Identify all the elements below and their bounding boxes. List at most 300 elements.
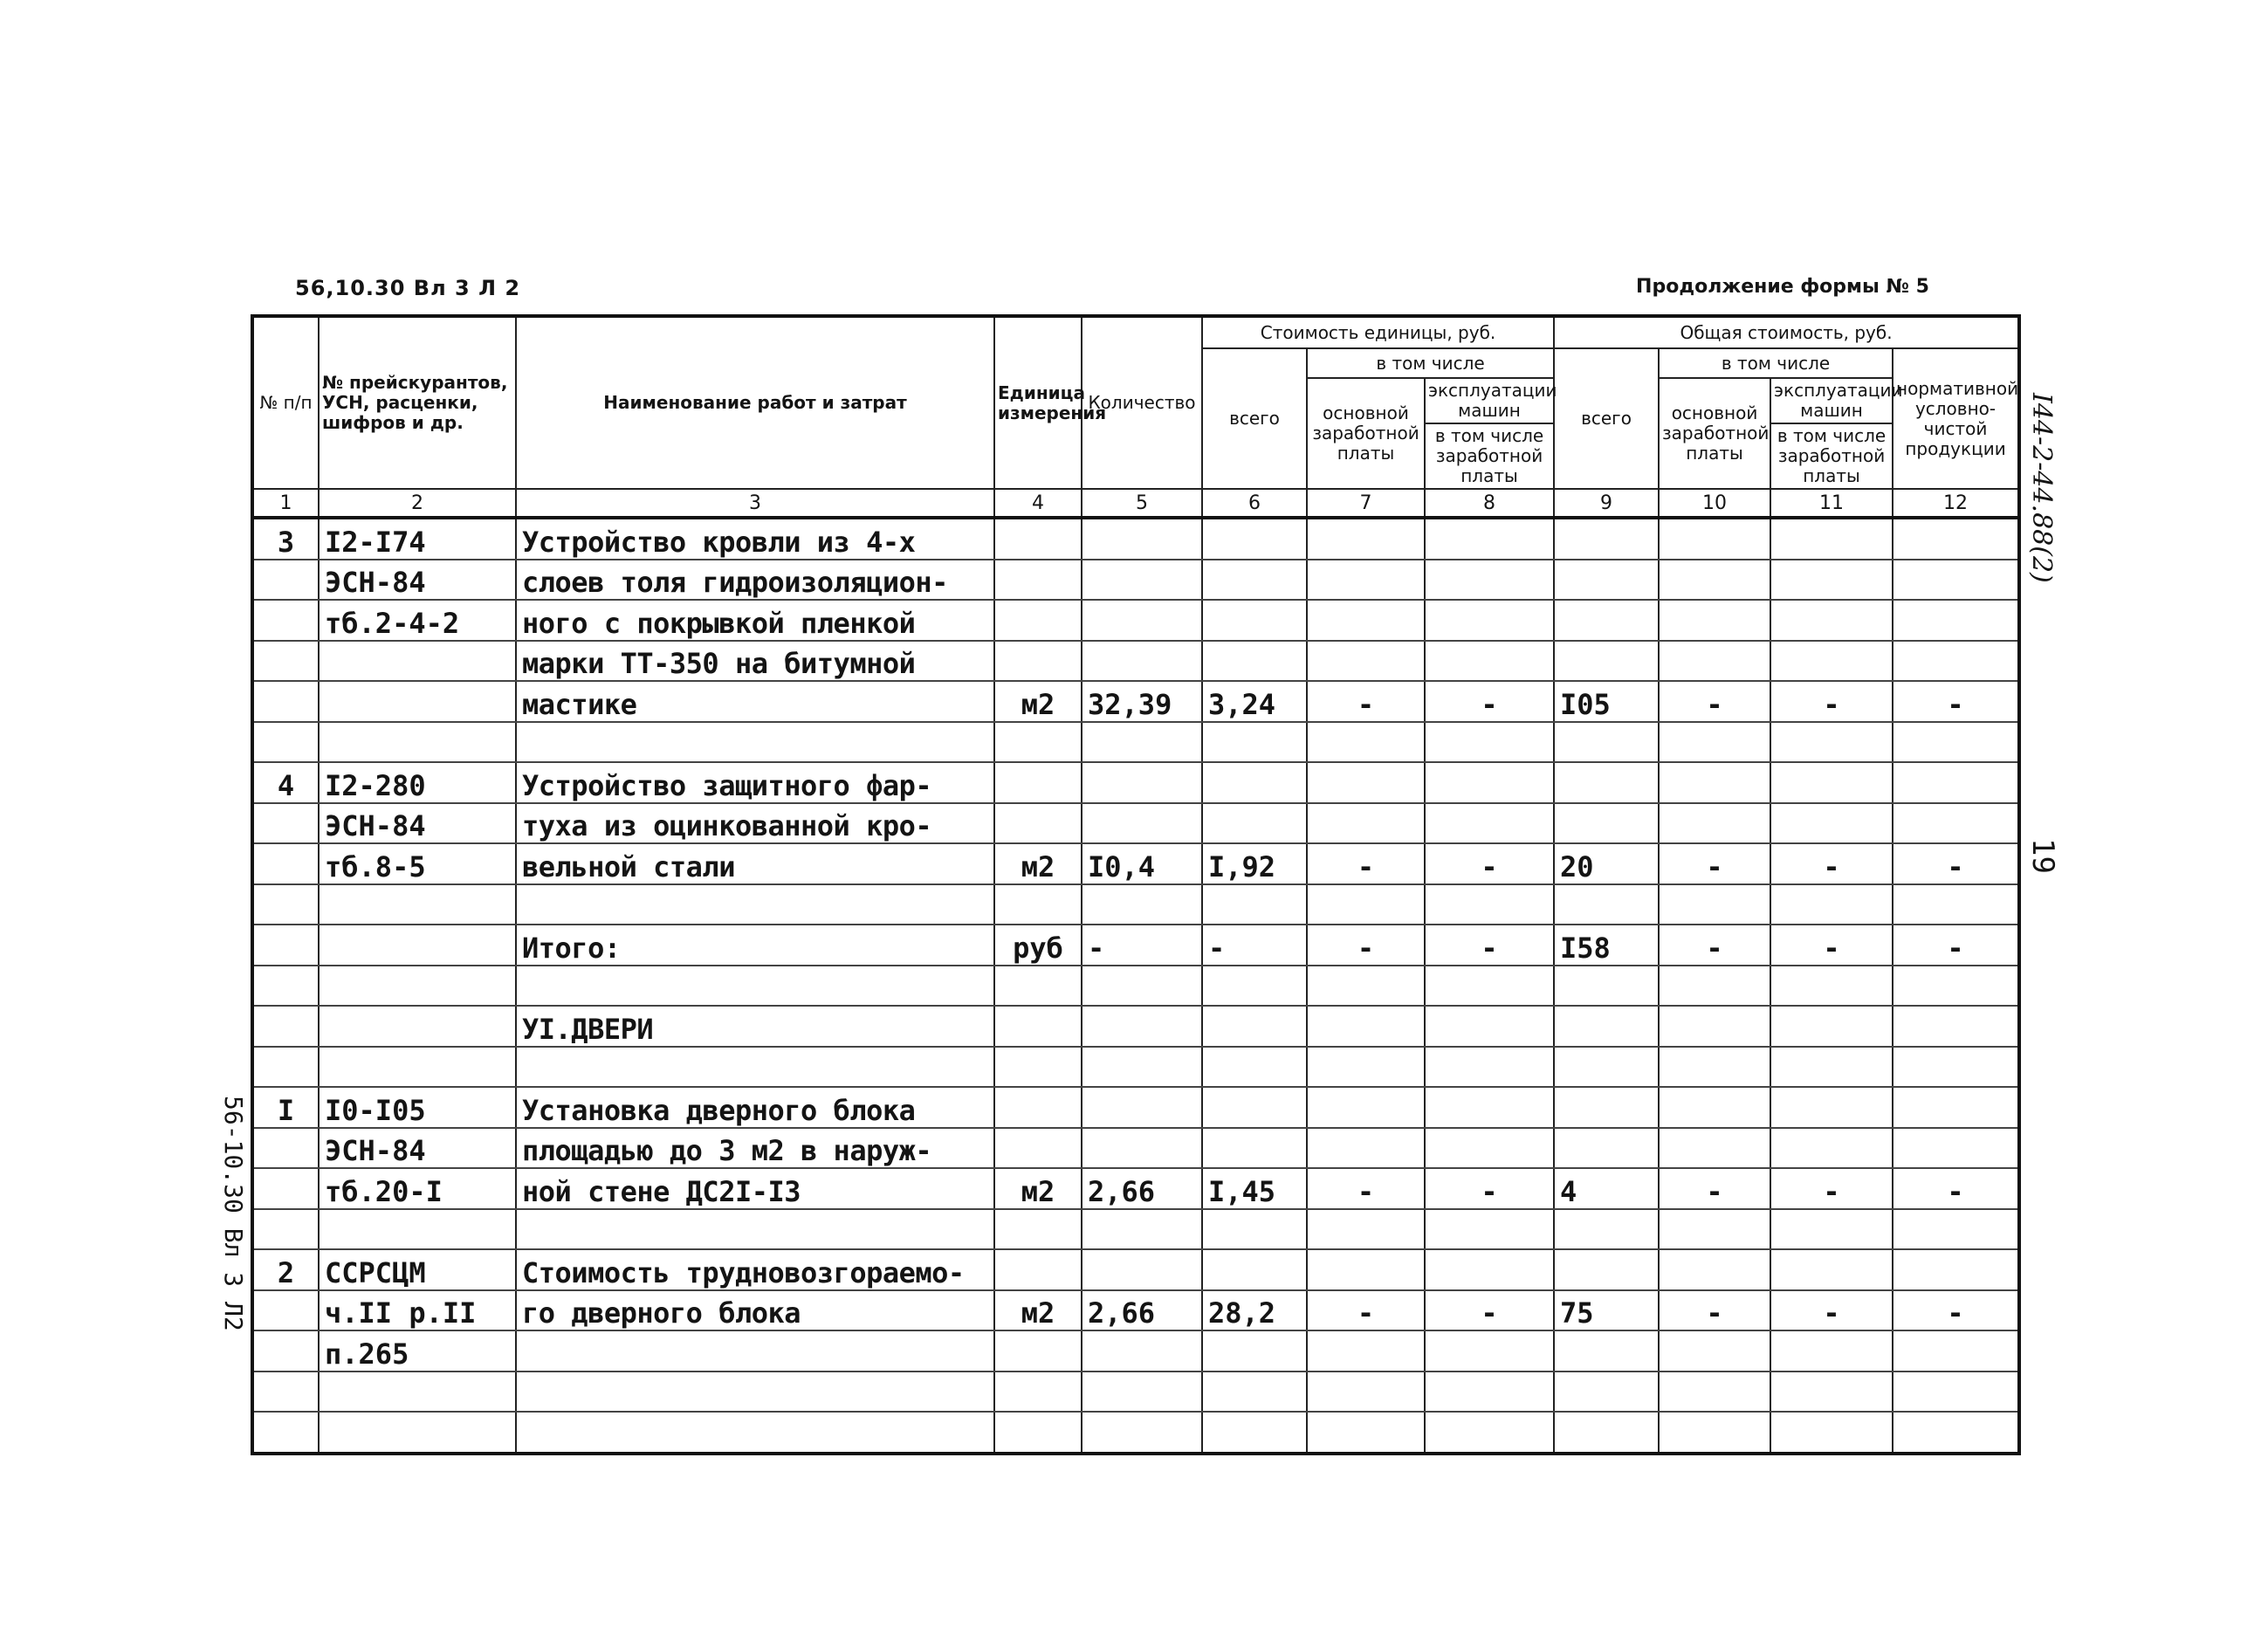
page-number-text: 19 [2025, 838, 2060, 874]
cell-c7 [1307, 722, 1425, 763]
col-number: 7 [1307, 489, 1425, 518]
cell-c8 [1425, 762, 1554, 803]
cell-c10 [1659, 1047, 1770, 1088]
cell-c12 [1893, 1372, 2019, 1413]
table-body [252, 518, 2019, 1454]
col-number: 3 [516, 489, 994, 518]
cell-qty [1082, 762, 1202, 803]
cell-c8 [1425, 518, 1554, 560]
col-12-header: нормативной условно-чистой продукции [1893, 348, 2019, 489]
cell-total [1554, 1047, 1659, 1088]
cell-c7 [1307, 1249, 1425, 1290]
unit-cost-header: Стоимость единицы, руб. [1202, 316, 1554, 348]
cell-total [1554, 1249, 1659, 1290]
cell-total [1554, 518, 1659, 560]
cell-c12 [1893, 1006, 2019, 1047]
cell-unit [994, 884, 1082, 925]
cell-qty: - [1082, 925, 1202, 966]
col-3-header: Наименование работ и затрат [516, 316, 994, 489]
cell-c10: - [1659, 925, 1770, 966]
cell-code [319, 1006, 516, 1047]
cell-code [319, 884, 516, 925]
table-row [252, 1249, 2019, 1290]
cell-all [1202, 762, 1307, 803]
cell-c12: - [1893, 1168, 2019, 1209]
cell-c7: - [1307, 681, 1425, 722]
cell-c12 [1893, 641, 2019, 682]
cell-unit [994, 803, 1082, 844]
cell-total [1554, 1209, 1659, 1250]
cell-code: ЭСН-84 [319, 560, 516, 601]
cell-c12 [1893, 762, 2019, 803]
cell-name: УI.ДВЕРИ [516, 1006, 994, 1047]
cell-name [516, 1047, 994, 1088]
col-number: 12 [1893, 489, 2019, 518]
cell-n [252, 1168, 319, 1209]
cell-c11 [1770, 600, 1893, 641]
cell-c11: - [1770, 1290, 1893, 1331]
cell-n: 2 [252, 1249, 319, 1290]
cell-c11 [1770, 1330, 1893, 1372]
total-incl-header: в том числе [1659, 348, 1893, 378]
cell-c8 [1425, 641, 1554, 682]
cell-c7 [1307, 1087, 1425, 1128]
cell-qty [1082, 1249, 1202, 1290]
cell-c11: - [1770, 843, 1893, 884]
cell-c10: - [1659, 1168, 1770, 1209]
cell-c11 [1770, 1412, 1893, 1454]
cell-c12 [1893, 1412, 2019, 1454]
cell-code: ЭСН-84 [319, 803, 516, 844]
cell-c11 [1770, 1372, 1893, 1413]
cell-qty [1082, 1209, 1202, 1250]
cell-code: тб.8-5 [319, 843, 516, 884]
unit-incl-header: в том числе [1307, 348, 1554, 378]
cell-name: вельной стали [516, 843, 994, 884]
cell-n [252, 722, 319, 763]
cell-name: ного с покрывкой пленкой [516, 600, 994, 641]
cell-c8 [1425, 1128, 1554, 1169]
cell-c7 [1307, 1330, 1425, 1372]
cell-c8 [1425, 1330, 1554, 1372]
cell-unit [994, 518, 1082, 560]
cell-code: ССРСЦМ [319, 1249, 516, 1290]
cell-c10 [1659, 600, 1770, 641]
cell-c11 [1770, 1087, 1893, 1128]
cell-name: Итого: [516, 925, 994, 966]
cell-c8 [1425, 1412, 1554, 1454]
cell-c7: - [1307, 925, 1425, 966]
cell-c8 [1425, 1209, 1554, 1250]
cell-total [1554, 722, 1659, 763]
cell-all [1202, 600, 1307, 641]
cell-c7 [1307, 518, 1425, 560]
table-row [252, 1330, 2019, 1372]
cell-c8 [1425, 966, 1554, 1007]
cell-c8: - [1425, 681, 1554, 722]
table-row [252, 641, 2019, 682]
cell-all [1202, 1047, 1307, 1088]
cell-c11 [1770, 641, 1893, 682]
cell-code [319, 1047, 516, 1088]
side-document-code-text: 56-10.30 Вл 3 Л2 [219, 1096, 248, 1331]
cell-all [1202, 1249, 1307, 1290]
cell-c12 [1893, 1047, 2019, 1088]
col-5-header: Количество [1082, 316, 1202, 489]
cell-total: I05 [1554, 681, 1659, 722]
cell-unit [994, 966, 1082, 1007]
col-2-header: № прейскурантов, УСН, расценки, шифров и др. [319, 316, 516, 489]
cell-name [516, 1412, 994, 1454]
cell-all [1202, 1006, 1307, 1047]
cell-c12 [1893, 1209, 2019, 1250]
cell-c10 [1659, 1006, 1770, 1047]
cell-c11 [1770, 884, 1893, 925]
cell-total [1554, 1006, 1659, 1047]
cell-qty [1082, 1330, 1202, 1372]
cell-unit [994, 1128, 1082, 1169]
cell-c10 [1659, 1249, 1770, 1290]
cell-c10 [1659, 722, 1770, 763]
cell-c10: - [1659, 843, 1770, 884]
cell-name: Устройство защитного фар- [516, 762, 994, 803]
cell-c11 [1770, 1047, 1893, 1088]
cell-c11 [1770, 518, 1893, 560]
cell-qty: 2,66 [1082, 1168, 1202, 1209]
cell-unit [994, 1209, 1082, 1250]
col-number: 4 [994, 489, 1082, 518]
cell-name: мастике [516, 681, 994, 722]
cell-name [516, 1209, 994, 1250]
cell-qty [1082, 1047, 1202, 1088]
cell-name [516, 1330, 994, 1372]
handwritten-stamp [2025, 393, 2060, 585]
cell-c10: - [1659, 1290, 1770, 1331]
cell-total [1554, 641, 1659, 682]
cell-name: туха из оцинкованной кро- [516, 803, 994, 844]
cell-total [1554, 560, 1659, 601]
cell-c10 [1659, 1412, 1770, 1454]
cell-name: Устройство кровли из 4-х [516, 518, 994, 560]
cell-n [252, 1047, 319, 1088]
table-row [252, 1372, 2019, 1413]
col-11b-header: в том числе заработной платы [1770, 423, 1893, 489]
cell-total: 4 [1554, 1168, 1659, 1209]
col-number: 11 [1770, 489, 1893, 518]
cell-n [252, 1006, 319, 1047]
table-row [252, 1087, 2019, 1128]
table-row [252, 1047, 2019, 1088]
cell-n: 3 [252, 518, 319, 560]
cell-c7: - [1307, 1290, 1425, 1331]
cell-c11 [1770, 803, 1893, 844]
cell-c7 [1307, 1128, 1425, 1169]
cell-c11 [1770, 1249, 1893, 1290]
cell-unit [994, 1412, 1082, 1454]
cell-c10 [1659, 641, 1770, 682]
col-7-header: основной заработной платы [1307, 378, 1425, 489]
col-number: 5 [1082, 489, 1202, 518]
cell-c8 [1425, 560, 1554, 601]
cell-qty [1082, 1087, 1202, 1128]
cell-code [319, 925, 516, 966]
cell-n [252, 1412, 319, 1454]
cell-c10 [1659, 884, 1770, 925]
cell-c11 [1770, 1128, 1893, 1169]
cell-n [252, 681, 319, 722]
cell-c8: - [1425, 1290, 1554, 1331]
cell-total [1554, 884, 1659, 925]
cell-c11 [1770, 966, 1893, 1007]
cell-n [252, 1290, 319, 1331]
cell-total: 20 [1554, 843, 1659, 884]
table-row [252, 1290, 2019, 1331]
cell-c11 [1770, 560, 1893, 601]
cell-unit [994, 762, 1082, 803]
cell-c12 [1893, 518, 2019, 560]
cell-qty [1082, 884, 1202, 925]
cell-qty: 32,39 [1082, 681, 1202, 722]
col-10-header: основной заработной платы [1659, 378, 1770, 489]
cell-unit [994, 1087, 1082, 1128]
cell-c7 [1307, 884, 1425, 925]
cell-total [1554, 1372, 1659, 1413]
col-1-header: № п/п [252, 316, 319, 489]
cell-c7 [1307, 600, 1425, 641]
cell-c11 [1770, 762, 1893, 803]
form-continuation-label: Продолжение формы № 5 [1636, 276, 1929, 298]
table-row [252, 518, 2019, 560]
cell-code [319, 1209, 516, 1250]
cell-c12: - [1893, 925, 2019, 966]
table-row [252, 843, 2019, 884]
cell-c11: - [1770, 681, 1893, 722]
cell-qty [1082, 966, 1202, 1007]
cell-c7 [1307, 1412, 1425, 1454]
cell-qty [1082, 722, 1202, 763]
cell-c7 [1307, 560, 1425, 601]
cell-all [1202, 560, 1307, 601]
cell-total [1554, 762, 1659, 803]
cell-c12 [1893, 722, 2019, 763]
cell-name [516, 884, 994, 925]
cell-total: I58 [1554, 925, 1659, 966]
cell-c10 [1659, 518, 1770, 560]
cell-name: площадью до 3 м2 в наруж- [516, 1128, 994, 1169]
cell-c10 [1659, 1128, 1770, 1169]
cell-name [516, 1372, 994, 1413]
cell-unit [994, 641, 1082, 682]
cell-name: Установка дверного блока [516, 1087, 994, 1128]
cell-c11 [1770, 1209, 1893, 1250]
cell-total [1554, 803, 1659, 844]
cell-code: I2-280 [319, 762, 516, 803]
cell-code: тб.2-4-2 [319, 600, 516, 641]
col-8a-header: эксплуатации машин [1425, 378, 1554, 423]
cell-c8: - [1425, 1168, 1554, 1209]
cell-qty [1082, 803, 1202, 844]
cell-c12: - [1893, 1290, 2019, 1331]
cell-qty: I0,4 [1082, 843, 1202, 884]
cell-c8 [1425, 884, 1554, 925]
cell-all: 28,2 [1202, 1290, 1307, 1331]
cell-c7 [1307, 1047, 1425, 1088]
cell-c10 [1659, 1209, 1770, 1250]
table-row [252, 560, 2019, 601]
cell-c10 [1659, 1087, 1770, 1128]
cell-unit: руб [994, 925, 1082, 966]
cell-unit [994, 560, 1082, 601]
col-number: 10 [1659, 489, 1770, 518]
cell-n [252, 600, 319, 641]
col-number: 9 [1554, 489, 1659, 518]
cell-c7 [1307, 1209, 1425, 1250]
cell-code: ЭСН-84 [319, 1128, 516, 1169]
cell-code [319, 722, 516, 763]
cell-qty [1082, 1372, 1202, 1413]
cell-n [252, 925, 319, 966]
cell-c7 [1307, 762, 1425, 803]
cell-n [252, 1330, 319, 1372]
col-number: 2 [319, 489, 516, 518]
cell-all: 3,24 [1202, 681, 1307, 722]
cell-n [252, 641, 319, 682]
cell-c10 [1659, 762, 1770, 803]
cell-all: - [1202, 925, 1307, 966]
cell-unit: м2 [994, 1168, 1082, 1209]
side-document-code [218, 1096, 253, 1358]
cell-name [516, 722, 994, 763]
cell-c11 [1770, 1006, 1893, 1047]
table-row [252, 600, 2019, 641]
cell-total [1554, 1330, 1659, 1372]
cell-c8: - [1425, 843, 1554, 884]
cell-n [252, 1372, 319, 1413]
col-number: 6 [1202, 489, 1307, 518]
col-11a-header: эксплуатации машин [1770, 378, 1893, 423]
table-row [252, 925, 2019, 966]
cell-total [1554, 600, 1659, 641]
cell-c8 [1425, 1087, 1554, 1128]
cell-n: I [252, 1087, 319, 1128]
cell-all [1202, 1412, 1307, 1454]
cell-all [1202, 966, 1307, 1007]
col-number: 8 [1425, 489, 1554, 518]
cell-qty [1082, 1412, 1202, 1454]
cell-qty [1082, 1128, 1202, 1169]
cell-c12 [1893, 1249, 2019, 1290]
cell-total [1554, 1128, 1659, 1169]
cell-c11 [1770, 722, 1893, 763]
cell-all [1202, 518, 1307, 560]
cell-all [1202, 803, 1307, 844]
cell-c10 [1659, 1330, 1770, 1372]
cell-name: марки ТТ-350 на битумной [516, 641, 994, 682]
table-row [252, 681, 2019, 722]
cell-qty [1082, 1006, 1202, 1047]
cell-code [319, 681, 516, 722]
col-9-header: всего [1554, 348, 1659, 489]
table-row [252, 1128, 2019, 1169]
cell-c12 [1893, 966, 2019, 1007]
cell-total: 75 [1554, 1290, 1659, 1331]
cell-code: I2-I74 [319, 518, 516, 560]
cell-qty [1082, 600, 1202, 641]
cell-n [252, 884, 319, 925]
cell-code [319, 1412, 516, 1454]
cell-code [319, 641, 516, 682]
cell-c12 [1893, 884, 2019, 925]
cell-c10: - [1659, 681, 1770, 722]
cell-all [1202, 1087, 1307, 1128]
table-row [252, 803, 2019, 844]
cell-code: I0-I05 [319, 1087, 516, 1128]
cell-qty [1082, 518, 1202, 560]
cell-name: го дверного блока [516, 1290, 994, 1331]
cell-c7 [1307, 641, 1425, 682]
cell-qty [1082, 641, 1202, 682]
cell-unit [994, 1047, 1082, 1088]
cell-n [252, 843, 319, 884]
cell-unit [994, 600, 1082, 641]
cell-code [319, 966, 516, 1007]
cell-c12: - [1893, 681, 2019, 722]
handwritten-stamp-text: I44-2-44.88(2) [2026, 393, 2057, 583]
table-row [252, 1412, 2019, 1454]
cell-c10 [1659, 966, 1770, 1007]
cell-n [252, 560, 319, 601]
table-row [252, 1209, 2019, 1250]
cell-all [1202, 884, 1307, 925]
cell-c7: - [1307, 843, 1425, 884]
table-row [252, 762, 2019, 803]
cell-qty: 2,66 [1082, 1290, 1202, 1331]
cell-c8 [1425, 803, 1554, 844]
cell-c7 [1307, 803, 1425, 844]
cell-code: ч.II р.II [319, 1290, 516, 1331]
cell-all [1202, 641, 1307, 682]
table-row [252, 722, 2019, 763]
table-row [252, 1168, 2019, 1209]
document-code: 56,10.30 Вл 3 Л 2 [295, 276, 521, 300]
cell-all [1202, 722, 1307, 763]
cell-c8 [1425, 1047, 1554, 1088]
cell-unit [994, 1372, 1082, 1413]
cell-c7: - [1307, 1168, 1425, 1209]
cell-unit: м2 [994, 1290, 1082, 1331]
cell-total [1554, 966, 1659, 1007]
cell-unit [994, 1249, 1082, 1290]
cell-c10 [1659, 803, 1770, 844]
cell-code: тб.20-I [319, 1168, 516, 1209]
col-8b-header: в том числе заработной платы [1425, 423, 1554, 489]
cell-c7 [1307, 1006, 1425, 1047]
col-6-header: всего [1202, 348, 1307, 489]
cell-c12: - [1893, 843, 2019, 884]
table-row [252, 1006, 2019, 1047]
cell-unit: м2 [994, 681, 1082, 722]
cell-name: Стоимость трудновозгораемо- [516, 1249, 994, 1290]
cell-all [1202, 1372, 1307, 1413]
cell-c11: - [1770, 1168, 1893, 1209]
cell-code: п.265 [319, 1330, 516, 1372]
cell-name: ной стене ДС2I-I3 [516, 1168, 994, 1209]
cell-c8 [1425, 600, 1554, 641]
cell-c8 [1425, 722, 1554, 763]
cell-all: I,45 [1202, 1168, 1307, 1209]
cell-name: слоев толя гидроизоляцион- [516, 560, 994, 601]
cell-c10 [1659, 560, 1770, 601]
